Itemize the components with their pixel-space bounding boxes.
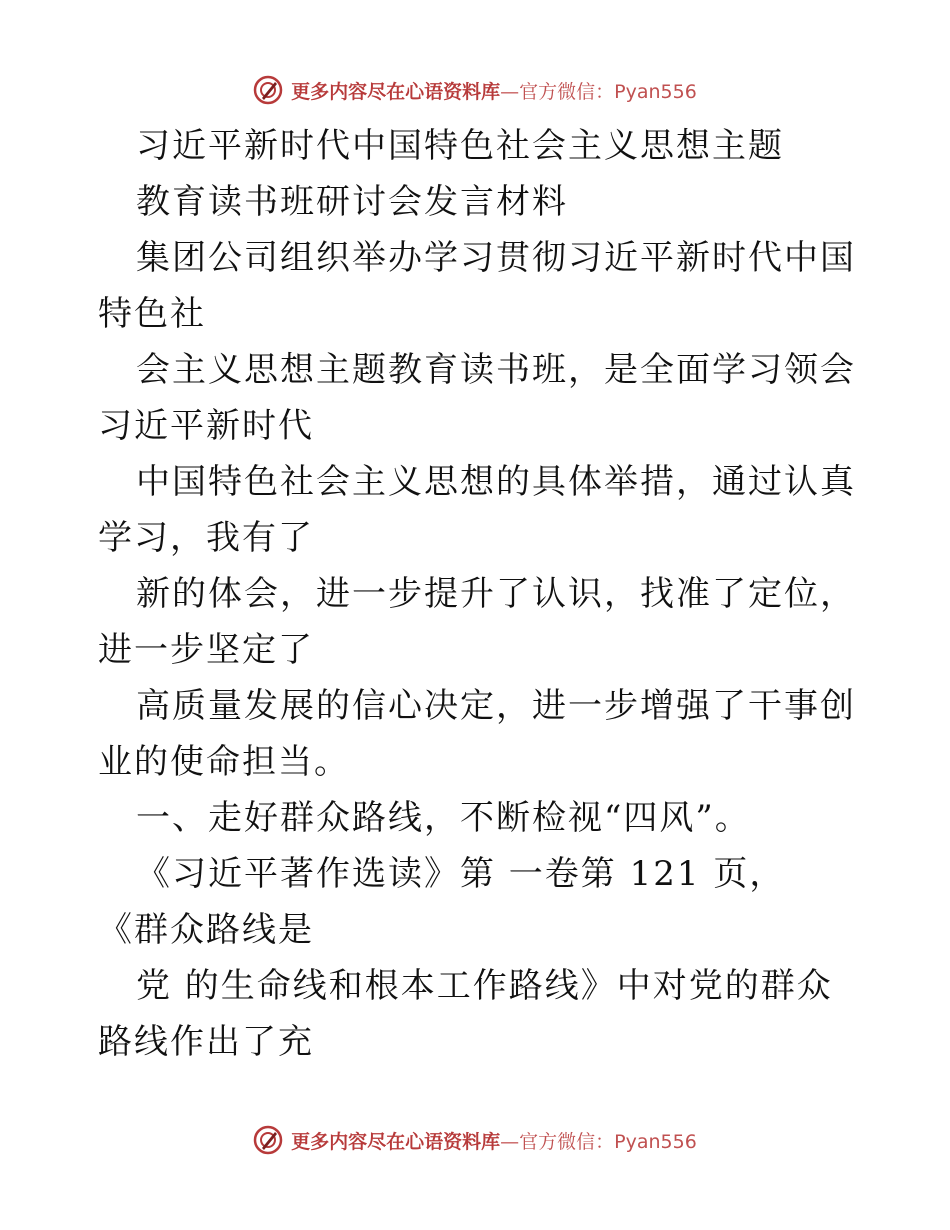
section-heading: 一、走好群众路线，不断检视“四风”。 xyxy=(136,798,751,838)
footer-banner-text: 更多内容尽在心语资料库—官方微信：Pyan556 xyxy=(291,1130,697,1153)
document-title-line-1: 习近平新时代中国特色社会主义思想主题 xyxy=(136,126,784,166)
header-banner-text: 更多内容尽在心语资料库—官方微信：Pyan556 xyxy=(291,80,697,103)
paragraph: 党 的生命线和根本工作路线》中对党的群众路线作出了充 xyxy=(98,966,833,1062)
header-banner xyxy=(0,70,950,110)
paragraph: 中国特色社会主义思想的具体举措，通过认真学习，我有了 xyxy=(98,462,856,558)
paragraph: 《习近平著作选读》第 一卷第 121 页， 《群众路线是 xyxy=(98,854,786,950)
document-body xyxy=(98,118,858,1070)
paragraph: 新的体会，进一步提升了认识，找准了定位，进一步坚定了 xyxy=(98,574,856,670)
paragraph: 集团公司组织举办学习贯彻习近平新时代中国特色社 xyxy=(98,238,856,334)
paragraph: 高质量发展的信心决定，进一步增强了干事创业的使命担当。 xyxy=(98,686,856,782)
feather-seal-icon xyxy=(253,1125,283,1155)
document-title-line-2: 教育读书班研讨会发言材料 xyxy=(136,182,568,222)
feather-seal-icon xyxy=(253,75,283,105)
footer-banner xyxy=(0,1120,950,1160)
paragraph: 会主义思想主题教育读书班，是全面学习领会习近平新时代 xyxy=(98,350,856,446)
